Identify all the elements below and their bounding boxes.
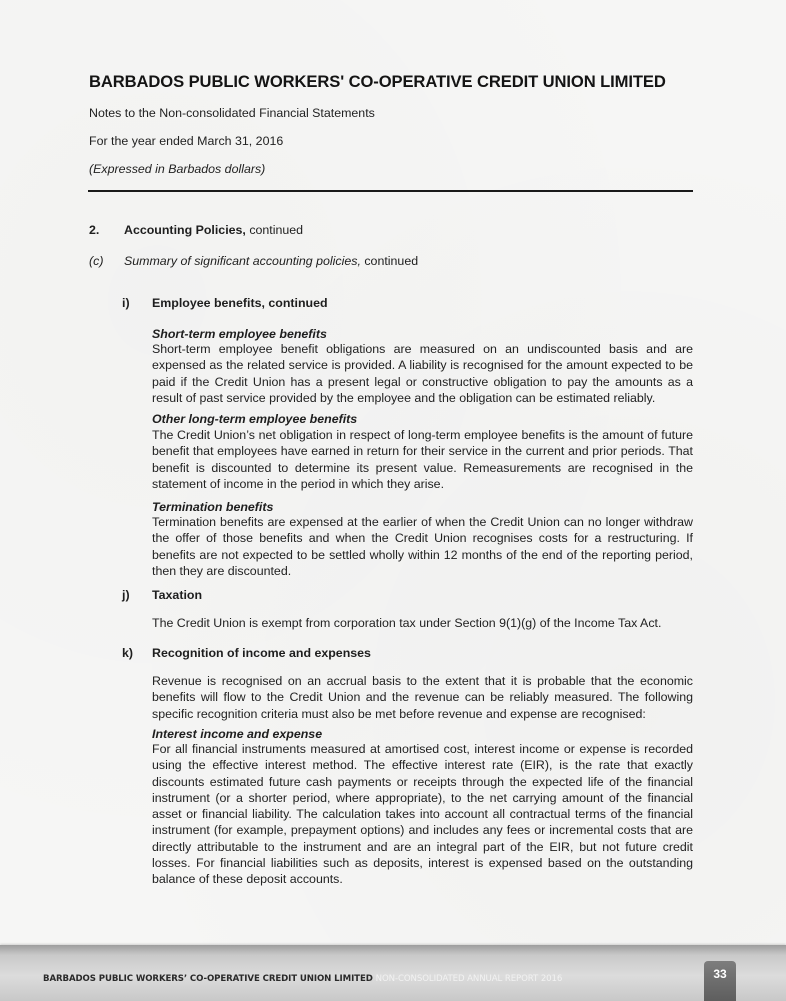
long-term-benefits-heading: Other long-term employee benefits <box>152 412 358 426</box>
section-title-suffix: continued <box>245 223 304 237</box>
section-number: 2. <box>89 223 100 237</box>
reporting-period: For the year ended March 31, 2016 <box>89 134 284 148</box>
subsection-label: (c) <box>89 254 104 268</box>
long-term-benefits-text: The Credit Union’s net obligation in respect of long-term employee benefits is the amount of future benefit that employees have earned in return for their service in the current and prior periods. That benefit is discounted to determine its present value. Remeasurements are recognised in the statement of income in the period in which they arise. <box>152 428 693 491</box>
item-k-title: Recognition of income and expenses <box>152 646 371 660</box>
item-i-label: i) <box>122 296 130 310</box>
item-k-label: k) <box>122 646 134 660</box>
section-title: Accounting Policies, <box>124 223 246 237</box>
item-i-title: Employee benefits, continued <box>152 296 328 310</box>
item-j-label: j) <box>122 588 130 602</box>
document-title: BARBADOS PUBLIC WORKERS' CO-OPERATIVE CREDIT UNION LIMITED <box>89 72 666 91</box>
subsection-title-line <box>124 254 418 268</box>
page-number-tab: 33 <box>704 961 736 1001</box>
footer-organization: BARBADOS PUBLIC WORKERS’ CO-OPERATIVE CREDIT UNION LIMITED <box>43 974 373 984</box>
subsection-title-suffix: continued <box>360 254 419 268</box>
termination-benefits-text: Termination benefits are expensed at the earlier of when the Credit Union can no longer withdraw the offer of those benefits and when the Credit Union recognises costs for a restructuring. If benefits are not expected to be settled wholly within 12 months of the end of the reporting period, then they are discounted. <box>152 515 693 578</box>
interest-income-text: For all financial instruments measured at amortised cost, interest income or expense is recorded using the effective interest method. The effective interest rate (EIR), is the rate that exactly discounts estimated future cash payments or receipts through the expected life of the financial instrument (or a shorter period, where appropriate), to the net carrying amount of the financial asset or financial liability. The calculation takes into account all contractual terms of the financial instrument (for example, prepayment options) and includes any fees or incremental costs that are directly attributable to the instrument and are an integral part of the EIR, but not future credit losses. For financial liabilities such as deposits, interest is expensed based on the outstanding balance of these deposit accounts. <box>152 742 693 887</box>
recognition-intro-text: Revenue is recognised on an accrual basis to the extent that it is probable that the economic benefits will flow to the Credit Union and the revenue can be reliably measured. The following specific recognition criteria must also be met before revenue and expense are recognised: <box>152 674 693 721</box>
termination-benefits-heading: Termination benefits <box>152 500 274 514</box>
short-term-benefits-heading: Short-term employee benefits <box>152 327 327 341</box>
subsection-title: Summary of significant accounting policies, <box>124 254 361 268</box>
header-divider <box>88 190 693 192</box>
currency-note: (Expressed in Barbados dollars) <box>89 162 266 176</box>
section-title-line <box>124 223 303 237</box>
taxation-text: The Credit Union is exempt from corporation tax under Section 9(1)(g) of the Income Tax Act. <box>152 616 662 630</box>
footer-text <box>43 974 562 984</box>
document-subtitle: Notes to the Non-consolidated Financial Statements <box>89 106 375 120</box>
short-term-benefits-text: Short-term employee benefit obligations are measured on an undiscounted basis and are expensed as the related service is provided. A liability is recognised for the amount expected to be paid if the Credit Union has a present legal or constructive obligation to pay the amounts as a result of past service provided by the employee and the obligation can be estimated reliably. <box>152 342 693 405</box>
interest-income-heading: Interest income and expense <box>152 727 323 741</box>
page-footer <box>0 945 786 1001</box>
item-j-title: Taxation <box>152 588 203 602</box>
footer-report-title: NON-CONSOLIDATED ANNUAL REPORT 2016 <box>375 974 563 984</box>
